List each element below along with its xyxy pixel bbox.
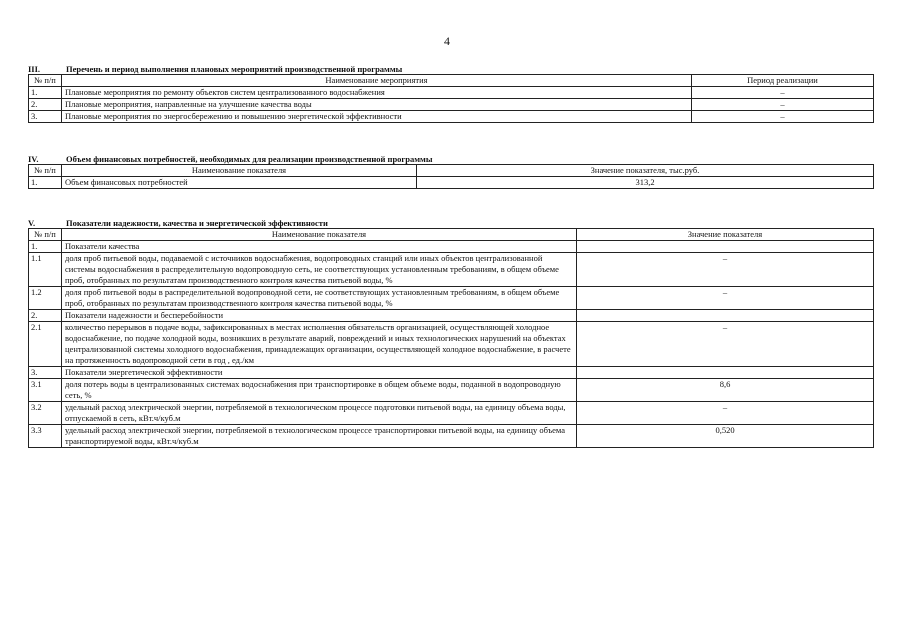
row-name: Плановые мероприятия по ремонту объектов систем централизованного водоснабжения — [62, 87, 692, 99]
row-value: 313,2 — [417, 177, 874, 189]
header-value: Значение показателя, тыс.руб. — [417, 165, 874, 177]
row-num: 1. — [29, 87, 62, 99]
section-number: IV. — [28, 154, 39, 164]
table-row — [29, 111, 874, 123]
row-period: – — [692, 99, 874, 111]
section-title-text: Показатели надежности, качества и энергетической эффективности — [66, 218, 328, 228]
section-3 — [28, 64, 873, 123]
row-num: 1. — [29, 241, 62, 253]
table-row — [29, 322, 874, 367]
header-name: Наименование показателя — [62, 229, 577, 241]
row-period: – — [692, 87, 874, 99]
row-name: удельный расход электрической энергии, потребляемой в технологическом процессе подготовки питьевой воды, на единицу объема воды, отпускаемой в сеть, кВт.ч/куб.м — [62, 402, 577, 425]
section-number: V. — [28, 218, 36, 228]
activities-table — [28, 74, 874, 123]
table-row — [29, 379, 874, 402]
finance-table — [28, 164, 874, 189]
row-name: доля проб питьевой воды в распределительной водопроводной сети, не соответствующих установленным требованиям, в общем объеме проб, отобранных по результатам производственного контроля качества питьевой воды, % — [62, 287, 577, 310]
page-number: 4 — [444, 34, 450, 48]
table-row — [29, 241, 874, 253]
header-num: № п/п — [29, 229, 62, 241]
row-name: доля проб питьевой воды, подаваемой с источников водоснабжения, водопроводных станций или иных объектов централизованной системы водоснабжения в распределительную водопроводную сеть, не соответствующих установленным требованиям, в общем объеме проб, отобранных по результатам производственного контроля качества питьевой воды, % — [62, 253, 577, 287]
header-num: № п/п — [29, 75, 62, 87]
section-3-title — [28, 64, 873, 74]
header-value: Значение показателя — [577, 229, 874, 241]
table-header-row — [29, 229, 874, 241]
row-name: количество перерывов в подаче воды, зафиксированных в местах исполнения обязательств организацией, осуществляющей холодное водоснабжение, по подаче холодной воды, возникших в результате аварий, повреждений и иных технологических нарушений на объектах централизованной системы холодного водоснабжения, принадлежащих организации, осуществляющей холодное водоснабжение, в расчете на протяженность водопроводной сети в год , ед./км — [62, 322, 577, 367]
indicators-table — [28, 228, 874, 448]
table-row — [29, 425, 874, 448]
row-name: Показатели качества — [62, 241, 577, 253]
row-name: Показатели энергетической эффективности — [62, 367, 577, 379]
section-4 — [28, 154, 873, 189]
header-name: Наименование показателя — [62, 165, 417, 177]
row-value: – — [577, 322, 874, 367]
header-period: Период реализации — [692, 75, 874, 87]
row-value: – — [577, 253, 874, 287]
row-value — [577, 310, 874, 322]
header-name: Наименование мероприятия — [62, 75, 692, 87]
row-value — [577, 367, 874, 379]
row-num: 1.2 — [29, 287, 62, 310]
section-5 — [28, 218, 873, 448]
row-num: 3.2 — [29, 402, 62, 425]
row-num: 2.1 — [29, 322, 62, 367]
table-row — [29, 99, 874, 111]
row-num: 2. — [29, 310, 62, 322]
row-value: 8,6 — [577, 379, 874, 402]
table-row — [29, 367, 874, 379]
row-num: 1.1 — [29, 253, 62, 287]
row-num: 2. — [29, 99, 62, 111]
row-period: – — [692, 111, 874, 123]
section-4-title — [28, 154, 873, 164]
table-row — [29, 177, 874, 189]
table-header-row — [29, 165, 874, 177]
section-title-text: Перечень и период выполнения плановых мероприятий производственной программы — [66, 64, 403, 74]
table-row — [29, 310, 874, 322]
row-value: – — [577, 402, 874, 425]
row-num: 3.1 — [29, 379, 62, 402]
table-row — [29, 287, 874, 310]
section-title-text: Объем финансовых потребностей, необходимых для реализации производственной программы — [66, 154, 433, 164]
section-number: III. — [28, 64, 41, 74]
row-num: 1. — [29, 177, 62, 189]
row-name: Плановые мероприятия, направленные на улучшение качества воды — [62, 99, 692, 111]
section-5-title — [28, 218, 873, 228]
header-num: № п/п — [29, 165, 62, 177]
row-value: – — [577, 287, 874, 310]
row-name: Плановые мероприятия по энергосбережению и повышению энергетической эффективности — [62, 111, 692, 123]
table-header-row — [29, 75, 874, 87]
row-name: доля потерь воды в централизованных системах водоснабжения при транспортировке в общем объеме воды, поданной в водопроводную сеть, % — [62, 379, 577, 402]
table-row — [29, 253, 874, 287]
row-name: Объем финансовых потребностей — [62, 177, 417, 189]
table-row — [29, 87, 874, 99]
row-num: 3.3 — [29, 425, 62, 448]
row-value — [577, 241, 874, 253]
row-value: 0,520 — [577, 425, 874, 448]
row-num: 3. — [29, 111, 62, 123]
row-num: 3. — [29, 367, 62, 379]
table-row — [29, 402, 874, 425]
row-name: удельный расход электрической энергии, потребляемой в технологическом процессе транспортировки питьевой воды, на единицу объема транспортируемой воды, кВт.ч/куб.м — [62, 425, 577, 448]
row-name: Показатели надежности и бесперебойности — [62, 310, 577, 322]
